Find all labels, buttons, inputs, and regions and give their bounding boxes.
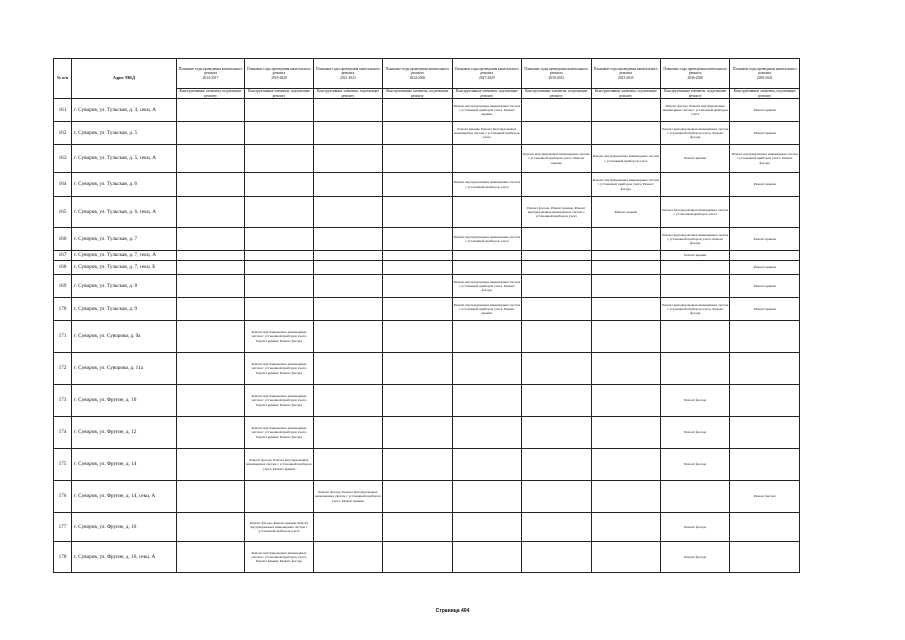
repair-cell: [313, 385, 382, 417]
repair-cell: Ремонт внутридомовых инженерных систем с установкой приборов учета, Ремонт крыши, Ремонт фасада: [245, 353, 313, 385]
repair-cell: [313, 321, 382, 353]
repair-cell: [383, 99, 452, 122]
repair-cell: Ремонт внутридомовых инженерных систем с установкой приборов учета, Ремонт крыши, Ремонт фасада: [245, 321, 313, 353]
row-number: 163: [54, 145, 72, 173]
repair-cell: [245, 298, 313, 321]
repair-cell: [176, 385, 244, 417]
repair-cell: [176, 321, 244, 353]
table-row: [54, 513, 800, 542]
repair-cell: [730, 353, 800, 385]
repair-cell: [383, 298, 452, 321]
repair-cell: [452, 449, 521, 481]
repair-cell: Ремонт внутридомовых инженерных систем с установкой приборов учета, Ремонт крыши, Ремонт фасада: [245, 385, 313, 417]
row-number: 164: [54, 173, 72, 197]
subheader-cell: Конструктивные элементы, подлежащие ремонту: [313, 89, 382, 99]
repair-cell: [591, 298, 660, 321]
repair-cell: Ремонт внутридомовых инженерных систем с установкой приборов учета, Ремонт крыши: [452, 99, 521, 122]
header-period: Плановые годы проведения капитального ремонта 2018-2020: [245, 59, 313, 89]
repair-cell: [452, 481, 521, 513]
row-address: г. Суворов, ул. Фрунзе, д. 14: [72, 449, 177, 481]
repair-cell: [522, 321, 591, 353]
repair-cell: [383, 542, 452, 573]
repair-cell: [591, 353, 660, 385]
row-address: г. Суворов, ул. Тульская, д. 7: [72, 228, 177, 251]
repair-cell: [452, 261, 521, 275]
row-number: 166: [54, 228, 72, 251]
header-period: Плановые годы проведения капитального ремонта 2030-2032: [522, 59, 591, 89]
table-row: [54, 417, 800, 449]
repair-cell: [383, 145, 452, 173]
repair-cell: [313, 228, 382, 251]
repair-cell: [245, 251, 313, 261]
repair-cell: [176, 173, 244, 197]
repair-cell: Ремонт крыши: [591, 197, 660, 228]
repair-cell: Ремонт крыши: [730, 298, 800, 321]
repair-cell: [383, 197, 452, 228]
repair-cell: Ремонт крыши: [730, 173, 800, 197]
row-address: г. Суворов, ул. Фрунзе, д. 12: [72, 417, 177, 449]
repair-cell: [176, 251, 244, 261]
repair-cell: [176, 353, 244, 385]
repair-cell: [591, 513, 660, 542]
table-row: [54, 385, 800, 417]
repair-cell: [522, 122, 591, 145]
row-address: г. Суворов, ул. Тульская, д. 9: [72, 298, 177, 321]
repair-cell: [245, 122, 313, 145]
repair-cell: [176, 417, 244, 449]
table-row: [54, 228, 800, 251]
repair-cell: [591, 99, 660, 122]
repair-cell: Ремонт внутридомовых инженерных систем с установкой приборов учета, Ремонт крыши: [522, 145, 591, 173]
repair-cell: Ремонт крыши: [660, 251, 729, 261]
row-address: г. Суворов, ул. Тульская, д. 7, секц. А: [72, 251, 177, 261]
repair-cell: Ремонт внутридомовых инженерных систем с установкой приборов учета, Ремонт фасада: [660, 298, 729, 321]
row-address: г. Суворов, ул. Тульская, д. 8: [72, 275, 177, 298]
row-number: 175: [54, 449, 72, 481]
subheader-cell: Конструктивные элементы, подлежащие ремонту: [245, 89, 313, 99]
repair-cell: Ремонт внутридомовых инженерных систем с установкой приборов учета, Ремонт фасада: [660, 122, 729, 145]
row-address: г. Суворов, ул. Суворова, д. 9а: [72, 321, 177, 353]
repair-cell: Ремонт крыши: [730, 261, 800, 275]
repair-cell: [452, 197, 521, 228]
repair-cell: Ремонт внутридомовых инженерных систем с установкой приборов учета, Ремонт фасада: [452, 275, 521, 298]
repair-cell: Ремонт фасада, Ремонт внутридомовых инженерных систем с установкой приборов учета, Ремонт крыши: [313, 481, 382, 513]
repair-cell: [245, 173, 313, 197]
repair-cell: Ремонт фасада, Ремонт внутридомовых инженерных систем с установкой приборов учета, Ремонт крыши: [245, 449, 313, 481]
row-number: 172: [54, 353, 72, 385]
repair-cell: [591, 275, 660, 298]
table-body: [54, 99, 800, 573]
repair-cell: [452, 385, 521, 417]
repair-cell: [591, 385, 660, 417]
table-row: [54, 173, 800, 197]
repair-cell: [730, 251, 800, 261]
repair-cell: [591, 542, 660, 573]
repair-cell: [245, 275, 313, 298]
repair-cell: [383, 385, 452, 417]
header-period: Плановые годы проведения капитального ремонта 2014-2017: [176, 59, 244, 89]
repair-cell: [730, 197, 800, 228]
repair-cell: [245, 228, 313, 251]
repair-cell: [245, 99, 313, 122]
repair-cell: [452, 145, 521, 173]
repair-cell: Ремонт фасада: [660, 385, 729, 417]
repair-cell: [522, 417, 591, 449]
repair-cell: [313, 298, 382, 321]
repair-cell: [591, 122, 660, 145]
repair-cell: [452, 417, 521, 449]
header-period: Плановые годы проведения капитального ремонта 2027-2029: [452, 59, 521, 89]
repair-cell: [730, 542, 800, 573]
repair-cell: [313, 145, 382, 173]
header-address: Адрес МКД: [72, 59, 177, 99]
repair-cell: [176, 197, 244, 228]
subheader-cell: Конструктивные элементы, подлежащие ремонту: [660, 89, 729, 99]
row-number: 169: [54, 275, 72, 298]
row-number: 177: [54, 513, 72, 542]
repair-cell: [730, 321, 800, 353]
repair-cell: [522, 275, 591, 298]
repair-cell: Ремонт фасада: [660, 513, 729, 542]
repair-cell: [313, 353, 382, 385]
repair-cell: [176, 145, 244, 173]
row-address: г. Суворов, ул. Фрунзе, д. 14, секц. А: [72, 481, 177, 513]
repair-cell: [176, 99, 244, 122]
repair-cell: [383, 513, 452, 542]
row-number: 168: [54, 261, 72, 275]
repair-cell: [591, 228, 660, 251]
subheader-cell: Конструктивные элементы, подлежащие ремонту: [176, 89, 244, 99]
repair-cell: [660, 353, 729, 385]
repair-cell: [522, 385, 591, 417]
repair-cell: [313, 417, 382, 449]
repair-cell: [522, 228, 591, 251]
repair-cell: [176, 122, 244, 145]
repair-cell: [176, 449, 244, 481]
table-row: [54, 122, 800, 145]
header-period: Плановые годы проведения капитального ремонта 2024-2026: [383, 59, 452, 89]
row-address: г. Суворов, ул. Фрунзе, д. 10: [72, 385, 177, 417]
repair-cell: [452, 251, 521, 261]
repair-cell: Ремонт внутридомовых инженерных систем с установкой приборов учета, Ремонт крыши, Ремонт фасада: [245, 417, 313, 449]
table-row: [54, 197, 800, 228]
row-number: 162: [54, 122, 72, 145]
repair-cell: [730, 513, 800, 542]
repair-cell: [452, 353, 521, 385]
header-period: Плановые годы проведения капитального ремонта 2033-2035: [591, 59, 660, 89]
repair-cell: Ремонт внутридомовых инженерных систем с установкой приборов учета: [452, 228, 521, 251]
repair-cell: [245, 145, 313, 173]
header-num: № п/п: [54, 59, 72, 99]
repair-cell: Ремонт фасада, Ремонт внутридомовых инженерных систем с установкой приборов учета: [660, 99, 729, 122]
repair-cell: [522, 353, 591, 385]
repair-cell: Ремонт крыши: [660, 145, 729, 173]
repair-cell: [591, 449, 660, 481]
row-address: г. Суворов, ул. Тульская, д. 7, секц. Б: [72, 261, 177, 275]
repair-cell: [660, 173, 729, 197]
repair-cell: [452, 513, 521, 542]
repair-cell: [313, 449, 382, 481]
repair-cell: Ремонт фасада, Ремонт крыши, Ремонт внутридомовых инженерных систем с установкой приборов учета: [522, 197, 591, 228]
repair-cell: [591, 321, 660, 353]
repair-cell: [522, 173, 591, 197]
table-row: [54, 321, 800, 353]
repair-cell: [660, 275, 729, 298]
row-number: 174: [54, 417, 72, 449]
repair-cell: Ремонт внутридомовых инженерных систем с установкой приборов учета: [660, 197, 729, 228]
header-period: Плановые годы проведения капитального ремонта 2036-2038: [660, 59, 729, 89]
table-row: [54, 145, 800, 173]
repair-cell: [730, 417, 800, 449]
repair-cell: Ремонт фасада: [660, 542, 729, 573]
repair-cell: Ремонт фасада: [660, 417, 729, 449]
repair-cell: [660, 321, 729, 353]
repair-cell: [383, 417, 452, 449]
row-address: г. Суворов, ул. Фрунзе, д. 16: [72, 513, 177, 542]
repair-cell: Ремонт крыши: [730, 275, 800, 298]
repair-cell: [660, 261, 729, 275]
repair-cell: Ремонт внутридомовых инженерных систем с установкой приборов учета, Ремонт крыши: [452, 298, 521, 321]
repair-cell: [383, 481, 452, 513]
repair-cell: [452, 542, 521, 573]
repair-cell: [522, 298, 591, 321]
repair-cell: [383, 228, 452, 251]
row-address: г. Суворов, ул. Тульская, д. 4, секц. А: [72, 99, 177, 122]
repair-cell: [313, 261, 382, 275]
repair-cell: Ремонт внутридомовых инженерных систем с установкой приборов учета, Ремонт крыши, Ремонт фасада: [245, 542, 313, 573]
repair-cell: [591, 417, 660, 449]
row-number: 173: [54, 385, 72, 417]
repair-cell: Ремонт крыши, Ремонт внутридомовых инженерных систем с установкой приборов учета: [452, 122, 521, 145]
subheader-cell: Конструктивные элементы, подлежащие ремонту: [522, 89, 591, 99]
header-row: [54, 59, 800, 89]
repair-cell: Ремонт фасада, Ремонт крыши, Ремонт внутридомовых инженерных систем с установкой приборов учета: [245, 513, 313, 542]
repair-cell: [176, 481, 244, 513]
repair-cell: Ремонт внутридомовых инженерных систем с установкой приборов учета: [591, 145, 660, 173]
repair-cell: [245, 197, 313, 228]
table-row: [54, 542, 800, 573]
row-number: 161: [54, 99, 72, 122]
table-row: [54, 298, 800, 321]
table-row: [54, 481, 800, 513]
table-row: [54, 449, 800, 481]
row-address: г. Суворов, ул. Тульская, д. 5, секц. А: [72, 145, 177, 173]
row-number: 170: [54, 298, 72, 321]
repair-cell: [522, 251, 591, 261]
row-address: г. Суворов, ул. Тульская, д. 5: [72, 122, 177, 145]
header-period: Плановые годы проведения капитального ремонта 2021-2023: [313, 59, 382, 89]
table-row: [54, 99, 800, 122]
repair-cell: [522, 99, 591, 122]
row-address: г. Суворов, ул. Фрунзе, д. 16, секц. А: [72, 542, 177, 573]
repair-cell: [313, 275, 382, 298]
repair-cell: [660, 481, 729, 513]
repair-cell: [313, 99, 382, 122]
row-number: 176: [54, 481, 72, 513]
repair-cell: [383, 122, 452, 145]
repair-cell: Ремонт внутридомовых инженерных систем с установкой приборов учета: [452, 173, 521, 197]
row-address: г. Суворов, ул. Суворова, д. 11а: [72, 353, 177, 385]
repair-cell: Ремонт фасада: [660, 449, 729, 481]
repair-cell: [313, 197, 382, 228]
repair-cell: Ремонт внутридомовых инженерных систем с установкой приборов учета, Ремонт фасада: [591, 173, 660, 197]
repair-cell: [176, 513, 244, 542]
subheader-cell: Конструктивные элементы, подлежащие ремонту: [452, 89, 521, 99]
row-number: 167: [54, 251, 72, 261]
row-number: 178: [54, 542, 72, 573]
page-number: Страница 404: [435, 608, 470, 614]
repair-cell: [245, 261, 313, 275]
repair-cell: [176, 228, 244, 251]
repair-cell: Ремонт крыши: [730, 228, 800, 251]
row-address: г. Суворов, ул. Тульская, д. 6, секц. А: [72, 197, 177, 228]
repair-cell: Ремонт крыши: [730, 122, 800, 145]
subheader-cell: Конструктивные элементы, подлежащие ремонту: [730, 89, 800, 99]
repair-cell: [522, 261, 591, 275]
repair-cell: [176, 542, 244, 573]
repair-cell: [383, 173, 452, 197]
repair-cell: [313, 122, 382, 145]
repair-cell: [383, 251, 452, 261]
table-row: [54, 251, 800, 261]
repair-cell: [730, 385, 800, 417]
subheader-cell: Конструктивные элементы, подлежащие ремонту: [591, 89, 660, 99]
subheader-cell: Конструктивные элементы, подлежащие ремонту: [383, 89, 452, 99]
row-number: 165: [54, 197, 72, 228]
header-period: Плановые годы проведения капитального ремонта 2039-2041: [730, 59, 800, 89]
repair-cell: [383, 275, 452, 298]
repair-cell: [452, 321, 521, 353]
repair-cell: Ремонт фасада: [730, 481, 800, 513]
repair-cell: [522, 449, 591, 481]
repair-cell: [313, 173, 382, 197]
repair-cell: Ремонт внутридомовых инженерных систем с установкой приборов учета, Ремонт фасада: [730, 145, 800, 173]
repair-cell: [730, 449, 800, 481]
repair-cell: [313, 251, 382, 261]
repair-cell: [522, 481, 591, 513]
repair-cell: [176, 261, 244, 275]
repair-cell: [522, 542, 591, 573]
repair-cell: [313, 513, 382, 542]
repair-cell: [591, 481, 660, 513]
repair-cell: [522, 513, 591, 542]
row-address: г. Суворов, ул. Тульская, д. 6: [72, 173, 177, 197]
repair-cell: Ремонт внутридомовых инженерных систем с установкой приборов учета, Ремонт фасада: [660, 228, 729, 251]
row-number: 171: [54, 321, 72, 353]
repair-cell: [383, 449, 452, 481]
repair-cell: [591, 251, 660, 261]
repair-cell: [313, 542, 382, 573]
table-row: [54, 275, 800, 298]
table-row: [54, 353, 800, 385]
repair-cell: [383, 321, 452, 353]
repair-cell: Ремонт крыши: [730, 99, 800, 122]
repair-cell: [176, 275, 244, 298]
repair-cell: [176, 298, 244, 321]
table-row: [54, 261, 800, 275]
repair-cell: [383, 261, 452, 275]
repair-cell: [383, 353, 452, 385]
capital-repair-table: [53, 58, 800, 573]
repair-cell: [245, 481, 313, 513]
repair-cell: [591, 261, 660, 275]
